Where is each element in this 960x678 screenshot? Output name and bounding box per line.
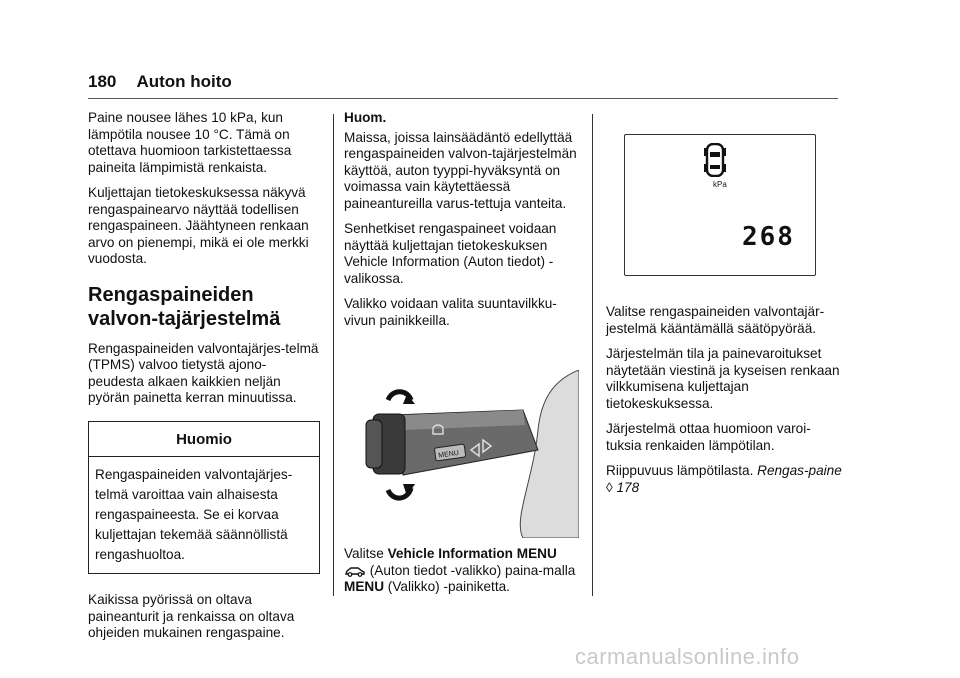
tyre-car-icon <box>704 143 726 177</box>
paragraph: Valitse rengaspaineiden valvontajär-jestelmä kääntämällä säätöpyörää. <box>606 304 825 336</box>
column-3 <box>606 114 846 505</box>
paragraph: Kuljettajan tietokeskuksessa näkyvä rengaspainearvo näyttää todellisen rengaspaineen. Jäähtyneen renkaan arvo on pienempi, mikä ei ole merkki vuodosta. <box>88 185 309 266</box>
info-display-illustration <box>624 134 816 276</box>
paragraph: Senhetkiset rengaspaineet voidaan näyttää kuljettajan tietokeskuksen Vehicle Information (Auton tiedot) -valikossa. <box>344 221 557 286</box>
column-divider-2 <box>592 114 593 596</box>
paragraph: Rengaspaineiden valvontajärjes-telmä (TPMS) valvoo tietystä ajono-peudesta alkaen kaikkien neljän pyörän painetta kerran minuutissa. <box>88 340 319 405</box>
caution-body: Rengaspaineiden valvontajärjes-telmä varoittaa vain alhaisesta rengaspaineesta. Se ei korvaa kuljettajan tekemää säännöllistä rengashuoltoa. <box>95 467 293 562</box>
note-label: Huom. <box>344 110 387 125</box>
cross-reference-link[interactable]: Rengas-paine <box>757 463 842 478</box>
section-title: Auton hoito <box>136 72 232 91</box>
paragraph: Maissa, joissa lainsäädäntö edellyttää rengaspaineiden valvon-tajärjestelmän käyttöä, auton tyyppi-hyväksyntä on voimassa vain käytettäessä paineantureilla varus-tettuja vanteita. <box>344 129 577 211</box>
paragraph: Riippuvuus lämpötilasta. Rengas-paine ◊ 178 <box>606 463 842 495</box>
page-number: 180 <box>88 72 117 91</box>
caution-box <box>88 421 320 575</box>
paragraph: Järjestelmä ottaa huomioon varoi-tuksia renkaiden lämpötilan. <box>606 421 811 453</box>
watermark: carmanualsonline.info <box>575 644 800 669</box>
stalk-caption <box>344 546 584 605</box>
column-2 <box>344 110 580 338</box>
column-divider-1 <box>333 114 334 596</box>
paragraph: Valikko voidaan valita suuntavilkku-vivun painikkeilla. <box>344 296 557 328</box>
display-unit: kPa <box>713 180 727 189</box>
caption: Valitse Vehicle Information MENU (Auton tiedot -valikko) paina-malla MENU (Valikko) -painiketta. <box>344 546 576 594</box>
paragraph: Järjestelmän tila ja painevaroitukset näytetään viestinä ja kyseisen renkaan vilkkumisena kuljettajan tietokeskuksessa. <box>606 346 840 411</box>
section-heading: Rengaspaineiden valvon-tajärjestelmä <box>88 283 281 330</box>
display-value: 268 <box>742 222 795 252</box>
page-header <box>88 72 232 92</box>
header-rule <box>88 98 838 99</box>
column-1 <box>88 110 320 651</box>
paragraph: Paine nousee lähes 10 kPa, kun lämpötila nousee 10 °C. Tämä on otettava huomioon tarkistettaessa paineita lämpimistä renkaista. <box>88 110 292 175</box>
paragraph: Kaikissa pyörissä on oltava paineanturit ja renkaissa on oltava ohjeiden mukainen rengaspaine. <box>88 592 295 640</box>
turn-signal-stalk-illustration <box>363 370 579 538</box>
stalk-menu-label: MENU <box>437 449 460 460</box>
page-reference[interactable]: 178 <box>612 479 640 495</box>
reference-symbol: ◊ <box>606 479 613 495</box>
caution-title: Huomio <box>89 422 319 458</box>
car-menu-icon <box>344 565 366 577</box>
